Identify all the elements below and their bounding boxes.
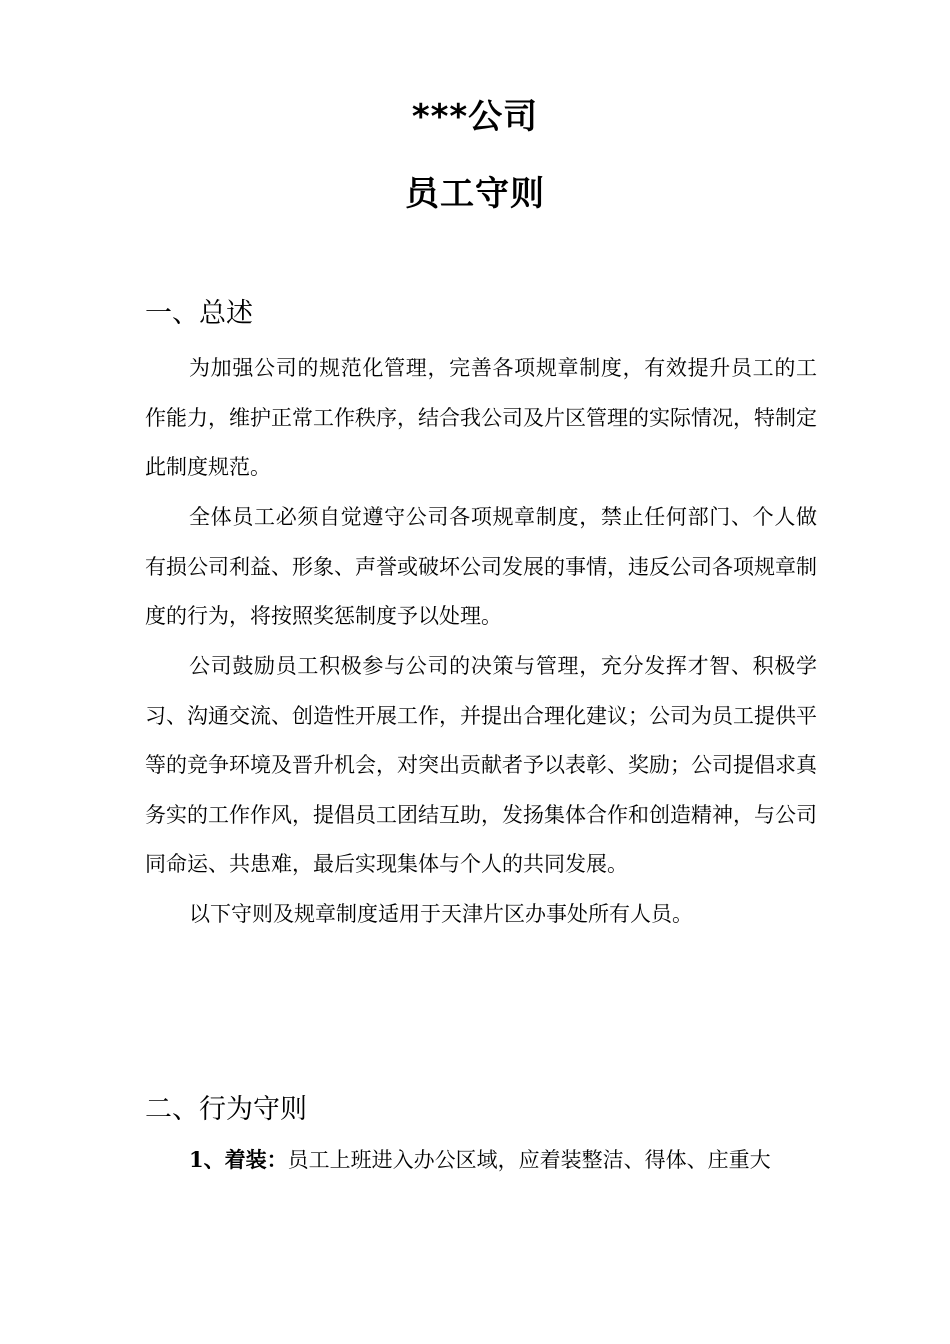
overview-paragraph-1: 为加强公司的规范化管理，完善各项规章制度，有效提升员工的工作能力，维护正常工作秩序，结合我公司及片区管理的实际情况，特制定此制度规范。 (145, 356, 817, 479)
document-title: 员工守则 (405, 174, 545, 214)
conduct-item-text: 员工上班进入办公区域，应着装整洁、得体、庄重大 (287, 1148, 771, 1172)
overview-paragraph-3: 公司鼓励员工积极参与公司的决策与管理，充分发挥才智、积极学习、沟通交流、创造性开展工作，并提出合理化建议；公司为员工提供平等的竞争环境及晋升机会，对突出贡献者予以表彰、奖励；公司提倡求真务实的工作作风，提倡员工团结互助，发扬集体合作和创造精神，与公司同命运、共患难，最后实现集体与个人的共同发展。 (145, 654, 817, 876)
section-heading-overview: 一、总述 (145, 298, 253, 329)
conduct-item-dress (145, 1145, 817, 1175)
overview-paragraph-2: 全体员工必须自觉遵守公司各项规章制度，禁止任何部门、个人做有损公司利益、形象、声誉或破坏公司发展的事情，违反公司各项规章制度的行为，将按照奖惩制度予以处理。 (145, 505, 817, 628)
company-title: ***公司 (411, 97, 539, 137)
section-heading-conduct: 二、行为守则 (145, 1094, 307, 1125)
conduct-item-label: 1、着装： (189, 1147, 288, 1172)
overview-paragraph-4: 以下守则及规章制度适用于天津片区办事处所有人员。 (189, 902, 693, 926)
